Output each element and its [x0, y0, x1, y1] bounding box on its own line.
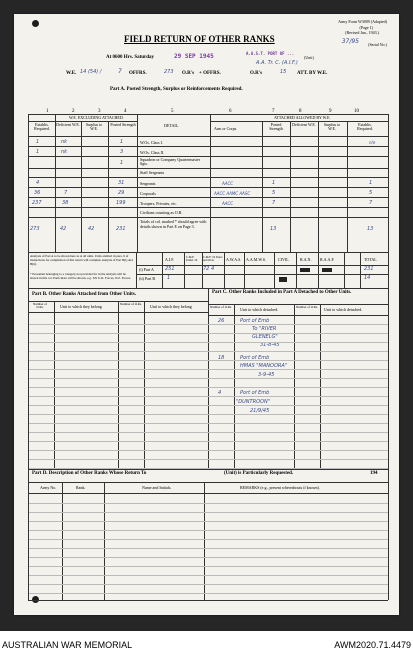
- ruled-line: [28, 521, 388, 522]
- part-c-header: Number of O.Rs.: [210, 305, 232, 309]
- blackout-mark: [279, 277, 287, 282]
- ruled-line: [28, 575, 388, 576]
- part-b-header: Number of O.Rs.: [120, 302, 142, 306]
- ors-label: O.R's: [182, 71, 195, 76]
- part-c-header: Number of O.Rs.: [296, 305, 318, 309]
- col-header: Posted Strength: [110, 122, 136, 127]
- ruled-line: [28, 351, 388, 352]
- ruled-line: [28, 459, 388, 460]
- analysis-header: C.M.F. 19 Years and Over: [203, 255, 223, 262]
- part-b-title: Part B. Other Ranks Attached from Other Units.: [32, 292, 137, 297]
- col-header: Surplus to W.E.: [85, 122, 103, 131]
- analysis-header: A.A.M.W.S.: [246, 257, 266, 262]
- unit-label: (Unit): [304, 55, 314, 60]
- part-d-header: REMARKS (e.g., present whereabouts if known).: [240, 485, 320, 490]
- col-header: Posted Strength: [269, 122, 283, 131]
- ruled-line: [28, 450, 388, 451]
- analysis-header: CIVIL: [278, 257, 289, 262]
- form-reference: Army Form W3009 (Adapted): [338, 19, 387, 24]
- analysis-header: C.M.F. Under 19: [186, 255, 198, 262]
- ruled-line: [28, 378, 388, 379]
- footer-accession: AWM2020.71.4479: [334, 640, 411, 650]
- analysis-total: 231: [364, 266, 374, 272]
- ruled-line: [28, 342, 388, 343]
- col-header: Establts. Required.: [34, 122, 50, 131]
- unit-stamp: A.A.S.T. PORT OF ...: [246, 51, 295, 56]
- category-note: * Personnel belonging to a category not provided for in the analysis will be shown in this col. Particulars will be shown, e.g. XX U.K. Forces, N.Z. Forces.: [30, 272, 132, 280]
- analysis-cmf: 72 4: [203, 266, 215, 272]
- col-header: Arm or Corps.: [214, 126, 238, 131]
- attached-allowed-header: ATTACHED ALLOWED BY W.E.: [274, 115, 331, 120]
- form-title: FIELD RETURN OF OTHER RANKS: [124, 34, 275, 44]
- ruled-line: [28, 441, 388, 442]
- offrs-label: OFFRS.: [129, 71, 147, 76]
- ors2-value: 15: [280, 69, 287, 75]
- analysis-aif: 1: [167, 275, 171, 281]
- analysis-total: 14: [364, 275, 371, 281]
- col-number: 5: [171, 109, 174, 114]
- col-number: 6: [229, 109, 232, 114]
- part-c-header: Unit to which detached.: [324, 307, 363, 312]
- part-c-header: Unit to which detached.: [240, 307, 279, 312]
- col-number: 10: [354, 109, 359, 114]
- col-number: 4: [124, 109, 127, 114]
- part-b-header: Number of O.Rs.: [33, 302, 47, 310]
- col-number: 3: [98, 109, 101, 114]
- analysis-row-label: (i) Part A: [139, 267, 154, 272]
- we-excluding-header: W.E. EXCLUDING ATTACHED.: [69, 115, 124, 120]
- ruled-line: [28, 530, 388, 531]
- analysis-note: Analysis of Part A to be shown here as at all units. Units entitled in para. 9 of instructions for compilation of this return will complete analysis of Part B(i) and B(ii).: [30, 254, 133, 266]
- revised-note: (Revised Jan., 1943.): [345, 30, 379, 35]
- ruled-line: [28, 512, 388, 513]
- part-d-title: Part D. Description of Other Ranks Whose Return To: [32, 471, 147, 476]
- part-b-header: Unit to which they belong: [150, 304, 192, 309]
- page-reference: (Page 1): [359, 25, 373, 30]
- part-d-title-unit: (Unit) is Particularly Requested.: [224, 471, 294, 476]
- ruled-line: [28, 405, 388, 406]
- col-header: Deficient W.E.: [292, 122, 316, 127]
- at-hours-label: At 0600 Hrs. Saturday: [106, 55, 155, 60]
- ruled-line: [28, 557, 388, 558]
- ruled-line: [28, 396, 388, 397]
- ruled-line: [28, 360, 388, 361]
- analysis-header: R.A.N.: [300, 257, 312, 262]
- col-number: 7: [272, 109, 275, 114]
- ruled-line: [28, 423, 388, 424]
- col-number: 1: [46, 109, 49, 114]
- ruled-line: [28, 387, 388, 388]
- analysis-row-label: (ii) Part B: [139, 276, 155, 281]
- ruled-line: [28, 539, 388, 540]
- col-number: 9: [329, 109, 332, 114]
- analysis-aif: 251: [165, 266, 175, 272]
- blackout-mark: [322, 268, 332, 272]
- date-stamp: 29 SEP 1945: [174, 53, 214, 60]
- unit-written: A.A. Tr. C. (A.I.F.): [256, 60, 298, 66]
- att-label: ATT. BY W.E.: [297, 71, 328, 76]
- ruled-line: [28, 333, 388, 334]
- analysis-header: A.I.F.: [165, 257, 175, 262]
- offrs-value: 7: [118, 68, 122, 75]
- ruled-line: [28, 468, 388, 469]
- punch-hole: [32, 20, 39, 27]
- serial-label: (Serial No.): [368, 42, 387, 47]
- ruled-line: [28, 593, 388, 594]
- detail-header: DETAIL.: [164, 123, 180, 128]
- ruled-line: [28, 432, 388, 433]
- blackout-mark: [300, 268, 310, 272]
- part-d-header: Army No.: [40, 485, 57, 490]
- part-c-title: Part C. Other Ranks Included in Part A Detached to Other Units.: [212, 290, 352, 295]
- analysis-header: R.A.A.F.: [320, 257, 335, 262]
- ors2-label: O.R's: [250, 71, 263, 76]
- plus-offrs-label: + OFFRS.: [199, 71, 221, 76]
- serial-number: 37/95: [341, 38, 359, 45]
- ruled-line: [28, 324, 388, 325]
- analysis-header: TOTAL: [364, 257, 377, 262]
- ruled-line: [28, 414, 388, 415]
- col-header: Establts. Required.: [357, 122, 373, 131]
- ruled-line: [28, 548, 388, 549]
- ruled-line: [28, 503, 388, 504]
- col-number: 8: [299, 109, 302, 114]
- part-d-header: Name and Initials.: [142, 485, 172, 490]
- part-d-year: 194: [370, 471, 378, 476]
- footer-credit: AUSTRALIAN WAR MEMORIAL: [2, 640, 133, 650]
- col-header: Deficient W.E.: [56, 122, 80, 127]
- part-d-header: Rank.: [76, 485, 86, 490]
- we-value: 14 (54) /: [80, 69, 102, 75]
- form-page: Army Form W3009 (Adapted) (Page 1) (Revised Jan., 1943.) 37/95 (Serial No.) FIELD RETURN OF OTHER RANKS At 0600 Hrs. Saturday 29 SEP 1945 A.A.S.T. PORT OF ... (Unit) A.A. Tr. C. (A.I.F.) W.E. 14 (54) / 7 OFFRS. 273 O.R's + OFFRS. 15 O.R's ATT. BY W.E. Part A. Posted Strength, Surplus or Reinforcements Required. 1 2 3 4 5 6 7 8 9 10 W.E. EXCLUDING ATTACHED. ATTACHED ALLOWED BY W.E. DETAIL. Establts. Required. Deficient W.E. Surplus to W.E. Posted Strength Arm or Corps. Posted Strength Deficient W.E. Surplus to W.E. Establts. Required. 1 nk 1 W.Os. Class I. n/e 1 nk 3 W.Os. Class II. 1 Squadron or Company Quartermaster Sgts. Staff Sergeants 4 31 Sergeants AACC 1 1 36 7 29 Corporals AACC AAMC AASC 5 5 237 38 199 Troopers, Privates, etc. AACC 7 7 Civilians counting as O.R. 273 42 42 231 Totals of col. marked * should agree with details shown in Part E on Page 3. 13 13 Analysis of Part A to be shown here as at all units. Units entitled in para. 9 of instructions for compilation of this return will complete analysis of Part B(i) and B(ii). * Personnel belonging to a category not provided for in the analysis will be shown in this col. Particulars will be shown, e.g. XX U.K. Forces, N.Z. Forces. A.I.F. C.M.F. Under 19 C.M.F. 19 Years and Over A.W.A.S. A.A.M.W.S. CIVIL R.A.N. R.A.A.F. TOTAL (i) Part A 251 72 4 231 (ii) Part B 1 14 Part B. Other Ranks Attached from Other Units. Number of O.Rs. Unit to which they belong Number of O.Rs. Unit to which they belong Part C. Other Ranks Included in Part A Detached to Other Units. Number of O.Rs. Unit to which detached. Number of O.Rs. Unit to which detached. 26 Port of Emb To "RIVER GLENELG" 31-8-45 18 Port of Emb HMAS "MANOORA" 3-9-45 4 Port of Emb "DUNTROON" 21/9/45 Part D. Description of Other Ranks Whose Return To (Unit) is Particularly Requested. 194 Army No. Rank. Name and Initials. REMARKS (e.g., present whereabouts if known).: [14, 14, 399, 615]
- part-b-header: Unit to which they belong: [60, 304, 102, 309]
- col-header: Surplus to W.E.: [323, 122, 341, 131]
- ruled-line: [28, 566, 388, 567]
- part-a-title: Part A. Posted Strength, Surplus or Reinforcements Required.: [110, 87, 243, 92]
- we-label: W.E.: [66, 71, 77, 76]
- ruled-line: [28, 584, 388, 585]
- analysis-header: A.W.A.S.: [226, 257, 242, 262]
- ruled-line: [28, 369, 388, 370]
- ors-value: 273: [164, 69, 174, 75]
- col-number: 2: [72, 109, 75, 114]
